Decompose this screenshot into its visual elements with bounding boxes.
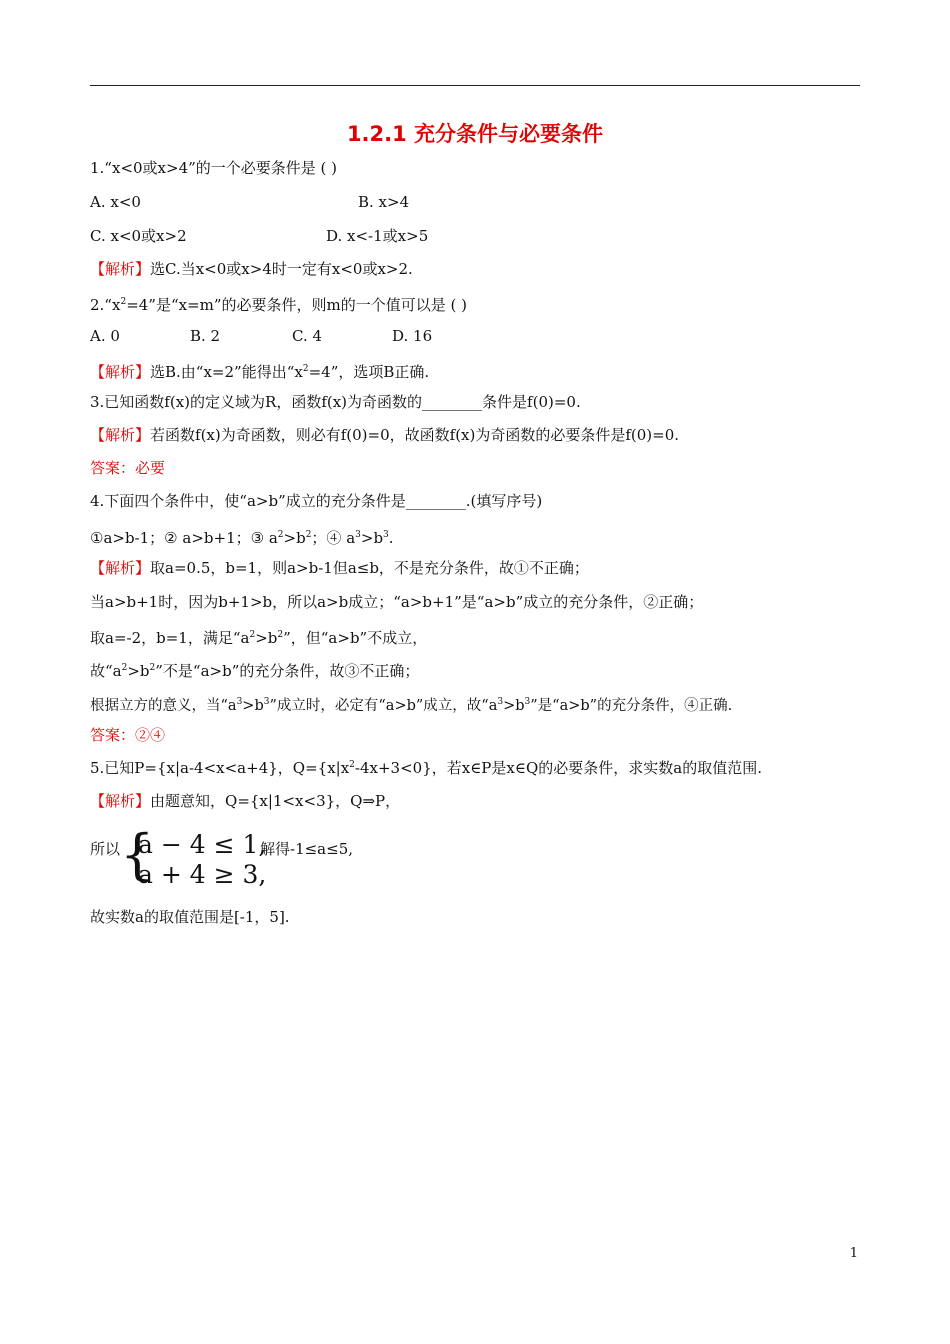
q2-option-b: B. 2 xyxy=(190,327,221,345)
q4-cond-part: ①a>b-1；② a>b+1；③ a xyxy=(90,529,278,547)
superscript: 3 xyxy=(236,697,243,707)
superscript: 2 xyxy=(121,663,128,673)
q1-option-c: C. x<0或x>2 xyxy=(90,227,187,245)
q2-analysis-part: =4”，选项B正确. xyxy=(308,363,430,381)
superscript: 3 xyxy=(524,697,531,707)
q3-analysis-text: 若函数f(x)为奇函数，则必有f(0)=0，故函数f(x)为奇函数的必要条件是f(0)=0. xyxy=(150,426,680,444)
q2-option-c: C. 4 xyxy=(292,327,323,345)
left-brace: { xyxy=(120,823,155,886)
superscript: 2 xyxy=(249,630,256,640)
q5-analysis xyxy=(90,790,400,812)
q2-stem-part: 2.“x xyxy=(90,296,121,314)
q4-analysis-part: ”不是“a>b”的充分条件，故③不正确； xyxy=(155,662,420,680)
analysis-tag: 【解析】 xyxy=(90,426,151,444)
page-number: 1 xyxy=(849,1246,858,1261)
q1-option-a: A. x<0 xyxy=(90,193,141,211)
solve-text: 解得-1≤a≤5, xyxy=(260,840,354,858)
q4-analysis-part: >b xyxy=(242,697,264,714)
q4-analysis-line1 xyxy=(90,557,589,579)
inequality-1: a − 4 ≤ 1, xyxy=(138,830,267,859)
superscript: 3 xyxy=(383,530,389,540)
q4-analysis-part: 取a=-2，b=1，满足“a xyxy=(90,629,250,647)
q4-analysis-part: 故“a xyxy=(90,662,122,680)
q5-stem-part: -4x+3<0}，若x∈P是x∈Q的必要条件，求实数a的取值范围. xyxy=(354,759,762,777)
superscript: 2 xyxy=(302,364,309,374)
q2-analysis-part: 选B.由“x=2”能得出“x xyxy=(150,363,303,381)
q4-answer: 答案：②④ xyxy=(90,726,166,744)
q4-analysis-part: >b xyxy=(503,697,525,714)
inequality-2: a + 4 ≥ 3, xyxy=(138,860,267,889)
superscript: 2 xyxy=(305,530,312,540)
q4-analysis-part: >b xyxy=(255,629,278,647)
q4-analysis-part: 根据立方的意义，当“a xyxy=(90,697,237,714)
q3-analysis xyxy=(90,424,679,446)
superscript: 3 xyxy=(355,530,361,540)
header-rule xyxy=(90,85,860,86)
analysis-tag: 【解析】 xyxy=(90,260,151,278)
q4-cond-part: >b xyxy=(360,529,384,547)
q4-stem: 4.下面四个条件中，使“a>b”成立的充分条件是________.(填写序号) xyxy=(90,492,543,510)
q1-option-d: D. x<-1或x>5 xyxy=(326,227,429,245)
q5-stem xyxy=(90,754,762,779)
q2-option-a: A. 0 xyxy=(90,327,120,345)
q2-analysis xyxy=(90,358,429,383)
q5-conclusion: 故实数a的取值范围是[-1，5]. xyxy=(90,908,290,926)
q3-stem: 3.已知函数f(x)的定义域为R，函数f(x)为奇函数的________条件是f(0)=0. xyxy=(90,393,581,411)
q4-analysis-part: ”成立时，必定有“a>b”成立，故“a xyxy=(269,697,498,714)
superscript: 2 xyxy=(149,663,156,673)
q4-analysis-part: ”是“a>b”的充分条件，④正确. xyxy=(530,697,733,714)
superscript: 3 xyxy=(263,697,270,707)
q4-analysis-text: 取a=0.5，b=1，则a>b-1但a≤b，不是充分条件，故①不正确； xyxy=(150,559,589,577)
q4-cond-part: . xyxy=(388,529,394,547)
q4-analysis-line2: 当a>b+1时，因为b+1>b，所以a>b成立；“a>b+1”是“a>b”成立的充分条件，②正确； xyxy=(90,593,704,611)
q5-analysis-text: 由题意知，Q={x|1<x<3}，Q⇒P， xyxy=(150,792,401,810)
q1-stem: 1.“x<0或x>4”的一个必要条件是 ( ) xyxy=(90,159,338,177)
analysis-tag: 【解析】 xyxy=(90,559,151,577)
analysis-tag: 【解析】 xyxy=(90,363,151,381)
q4-analysis-line4 xyxy=(90,657,419,682)
so-label: 所以 xyxy=(90,840,121,858)
page-title: 1.2.1 充分条件与必要条件 xyxy=(346,122,604,146)
q2-stem xyxy=(90,291,467,316)
q1-analysis xyxy=(90,258,413,280)
superscript: 2 xyxy=(277,630,284,640)
q4-analysis-part: >b xyxy=(127,662,150,680)
q4-cond-part: >b xyxy=(283,529,306,547)
superscript: 3 xyxy=(497,697,504,707)
q1-analysis-text: 选C.当x<0或x>4时一定有x<0或x>2. xyxy=(150,260,413,278)
analysis-tag: 【解析】 xyxy=(90,792,151,810)
q4-cond-part: ；④ a xyxy=(311,529,356,547)
superscript: 2 xyxy=(120,297,127,307)
q2-stem-part: =4”是“x=m”的必要条件，则m的一个值可以是 ( ) xyxy=(126,296,468,314)
superscript: 2 xyxy=(277,530,284,540)
q1-option-b: B. x>4 xyxy=(358,193,410,211)
q4-analysis-part: ”，但“a>b”不成立， xyxy=(283,629,428,647)
q4-analysis-line5 xyxy=(90,691,732,717)
q4-conditions xyxy=(90,524,394,549)
q2-option-d: D. 16 xyxy=(392,327,433,345)
superscript: 2 xyxy=(349,760,355,770)
q5-stem-part: 5.已知P={x|a-4<x<a+4}，Q={x|x xyxy=(90,759,350,777)
q4-analysis-line3 xyxy=(90,624,427,649)
q3-answer: 答案：必要 xyxy=(90,459,166,477)
